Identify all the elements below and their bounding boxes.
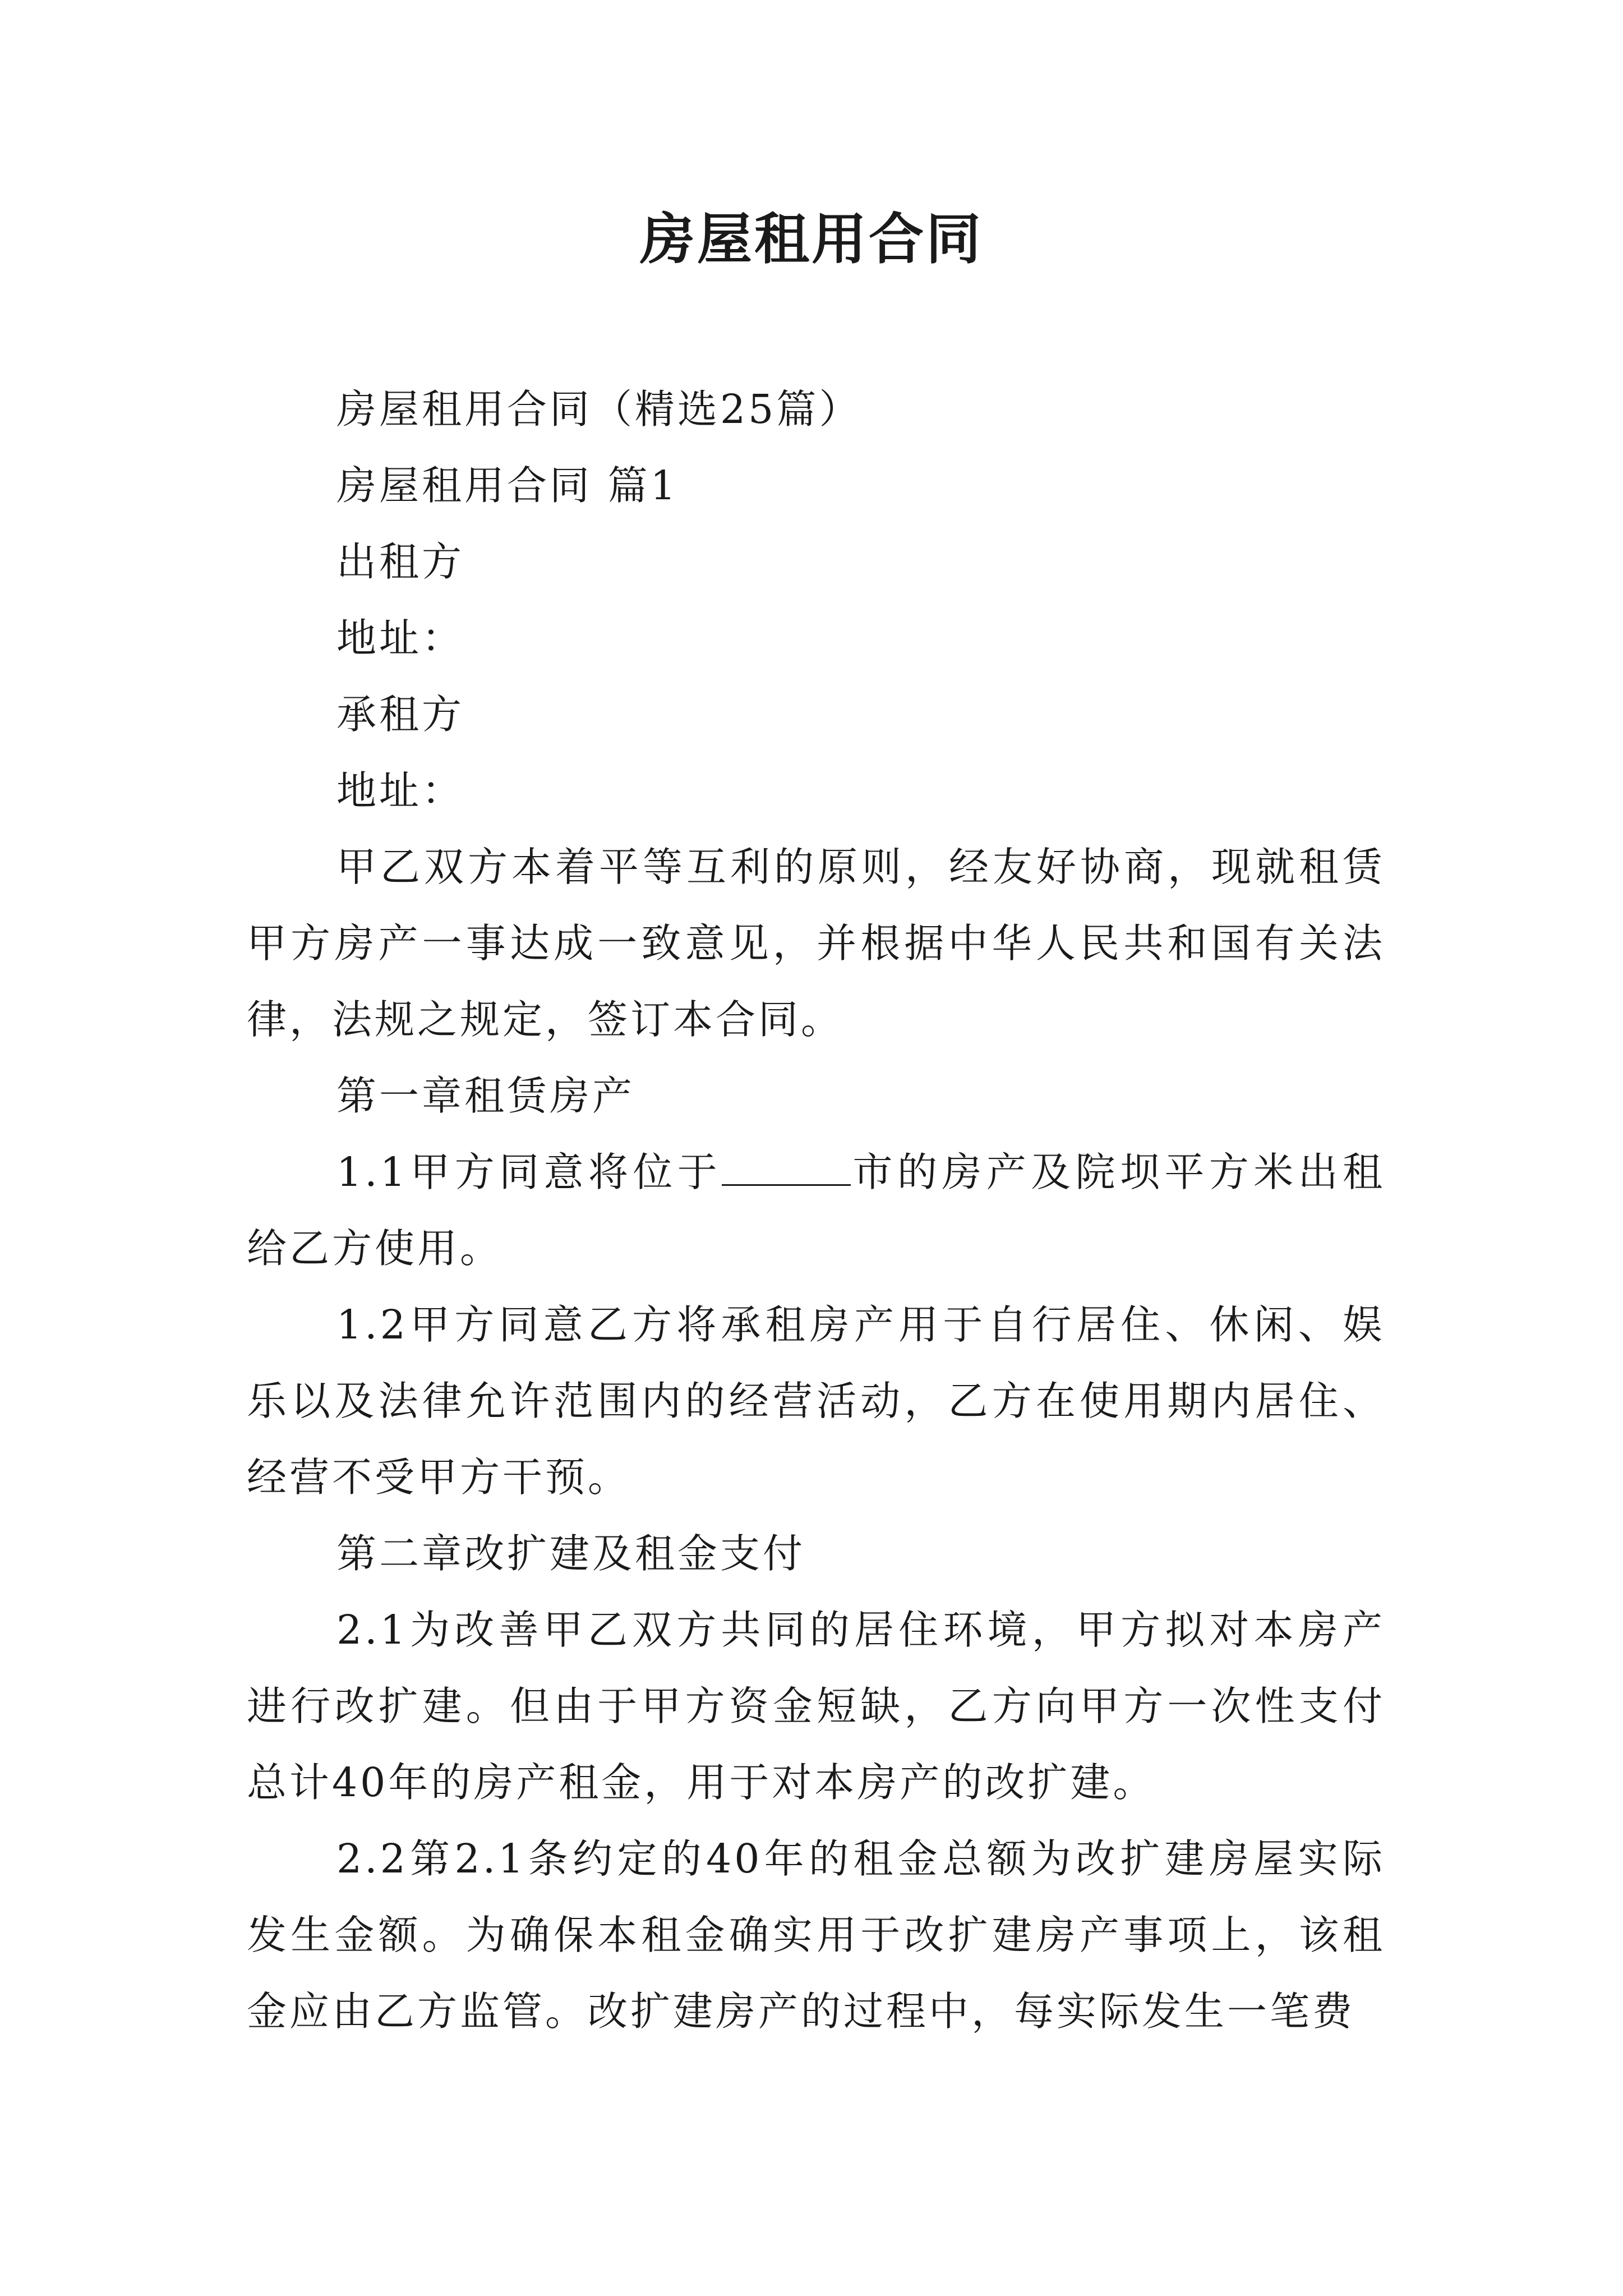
paragraph-clause-1-2: 1.2甲方同意乙方将承租房产用于自行居住、休闲、娱乐以及法律允许范围内的经营活动，乙方在使用期内居住、经营不受甲方干预。 [247, 1301, 1385, 1501]
paragraph-lessor-address: 地址： [336, 615, 465, 661]
paragraph-clause-1-1 [247, 1134, 1385, 1287]
paragraph-lessee-label: 承租方 [336, 691, 465, 738]
clause-1-1-text-after: 市的房产及院坝平方米出租给乙方使用。 [247, 1149, 1385, 1272]
paragraph-preamble: 甲乙双方本着平等互利的原则，经友好协商，现就租赁甲方房产一事达成一致意见，并根据中华人民共和国有关法律，法规之规定，签订本合同。 [247, 844, 1385, 1043]
paragraph-chapter-1-heading: 第一章租赁房产 [336, 1073, 635, 1119]
document-body [247, 371, 1385, 2050]
paragraph-lessee-address: 地址： [336, 767, 465, 814]
paragraph-clause-2-2: 2.2第2.1条约定的40年的租金总额为改扩建房屋实际发生金额。为确保本租金确实用于改扩建房产事项上，该租金应由乙方监管。改扩建房产的过程中，每实际发生一笔费 [247, 1835, 1385, 2035]
document-title: 房屋租用合同 [639, 207, 983, 272]
paragraph-chapter-2-heading: 第二章改扩建及租金支付 [336, 1530, 806, 1577]
paragraph-subtitle: 房屋租用合同（精选25篇） [336, 386, 862, 432]
fill-in-blank [722, 1152, 851, 1186]
clause-1-1-text-before: 1.1甲方同意将位于 [336, 1149, 722, 1195]
paragraph-clause-2-1: 2.1为改善甲乙双方共同的居住环境，甲方拟对本房产进行改扩建。但由于甲方资金短缺，乙方向甲方一次性支付总计40年的房产租金，用于对本房产的改扩建。 [247, 1607, 1385, 1806]
paragraph-section-heading: 房屋租用合同 篇1 [336, 462, 679, 509]
paragraph-lessor-label: 出租方 [336, 539, 465, 585]
